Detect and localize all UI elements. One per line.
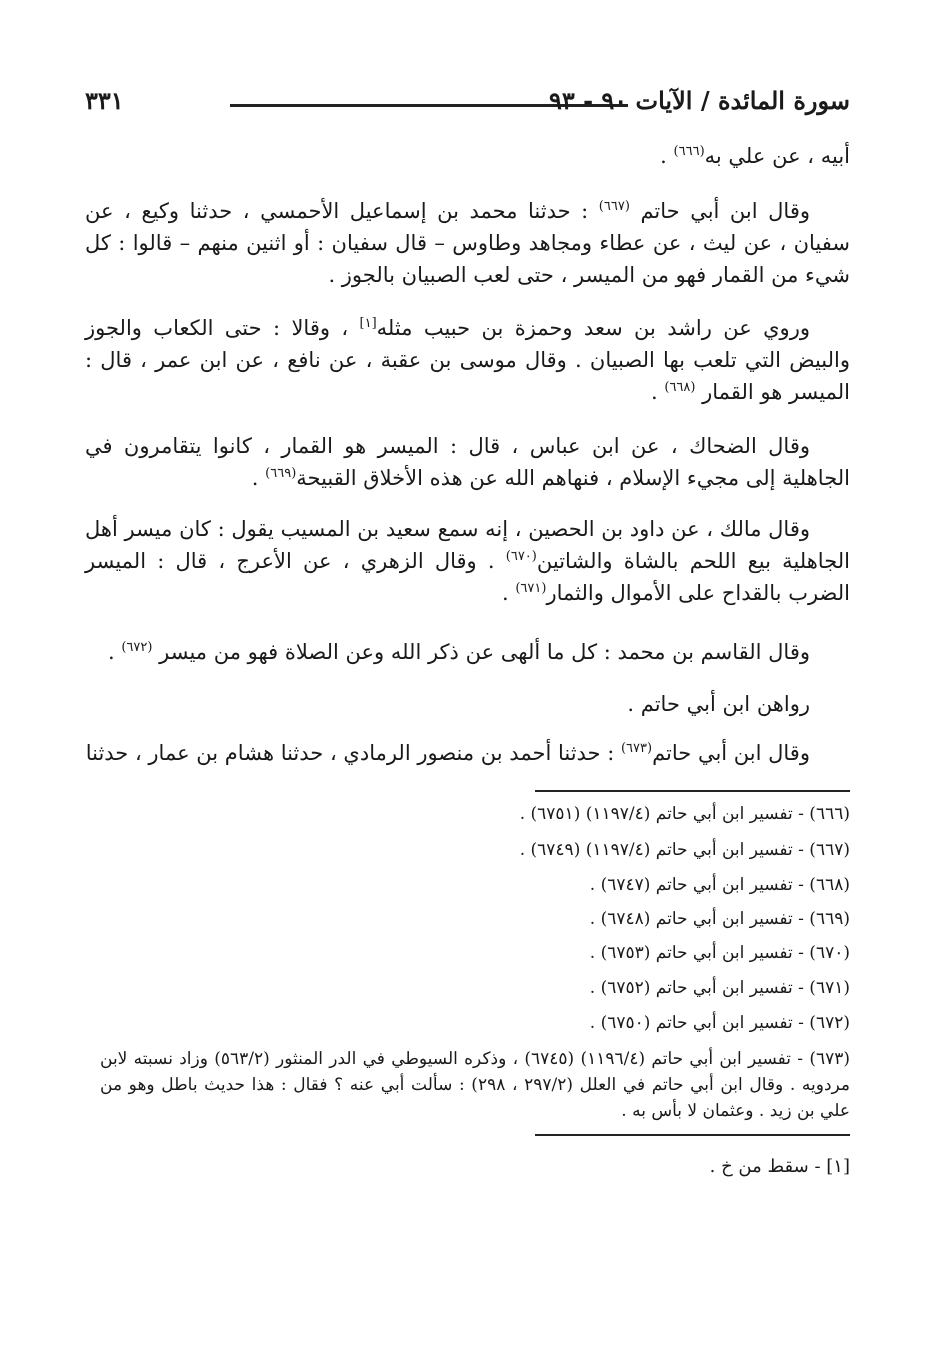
editor-note: [١] - سقط من خ . xyxy=(709,1156,850,1177)
footnote-ref: (٦٦٩) xyxy=(265,466,297,481)
footnote-item: (٦٦٧) - تفسير ابن أبي حاتم (١١٩٧/٤) (٦٧٤٩) . xyxy=(519,840,850,860)
footnote-item: (٦٦٨) - تفسير ابن أبي حاتم (٦٧٤٧) . xyxy=(589,875,850,895)
footnote-ref: (٦٦٨) xyxy=(664,380,696,395)
footnote-separator xyxy=(535,790,850,792)
footnote-separator-2 xyxy=(535,1134,850,1136)
paragraph-2: وقال ابن أبي حاتم $^{(٦٦٧)}$ : حدثنا محمد بن إسماعيل الأحمسي ، حدثنا وكيع ، عن سفيان ، عن ليث ، عن عطاء ومجاهد وطاوس – قال سفيان : أو اثنين منهم – قالوا : كل شيء من القمار فهو من الميسر ، حتى لعب الصبيان بالجوز . xyxy=(85,199,850,287)
paragraph-1: أبيه ، عن علي به$^{(٦٦٦)}$ . xyxy=(660,144,850,168)
paragraph-5: وقال مالك ، عن داود بن الحصين ، إنه سمع سعيد بن المسيب يقول : كان ميسر أهل الجاهلية بيع اللحم بالشاة والشاتين$^{(٦٧٠)}$ . وقال الزهري ، عن الأعرج ، قال : الميسر الضرب بالقداح على الأموال والثمار$^{(٦٧١)}$ . xyxy=(85,517,850,605)
running-title: سورة المائدة / الآيات ٩٠ - ٩٣ xyxy=(548,86,850,115)
page-header xyxy=(85,86,850,120)
page-number: ٣٣١ xyxy=(85,86,124,115)
paragraph-6: وقال القاسم بن محمد : كل ما ألهى عن ذكر الله وعن الصلاة فهو من ميسر $^{(٦٧٢)}$ . xyxy=(107,640,810,664)
footnote-ref: (٦٦٦) xyxy=(673,144,705,159)
paragraph-4: وقال الضحاك ، عن ابن عباس ، قال : الميسر هو القمار ، كانوا يتقامرون في الجاهلية إلى مجيء الإسلام ، فنهاهم الله عن هذه الأخلاق القبيحة$^{(٦٦٩)}$ . xyxy=(85,434,850,490)
footnote-item: (٦٦٦) - تفسير ابن أبي حاتم (١١٩٧/٤) (٦٧٥١) . xyxy=(519,804,850,824)
footnote-ref: [١] xyxy=(359,316,377,331)
footnote-item: (٦٧٢) - تفسير ابن أبي حاتم (٦٧٥٠) . xyxy=(589,1013,850,1033)
footnote-item: (٦٧٠) - تفسير ابن أبي حاتم (٦٧٥٣) . xyxy=(589,943,850,963)
paragraph-8: وقال ابن أبي حاتم$^{(٦٧٣)}$ : حدثنا أحمد بن منصور الرمادي ، حدثنا هشام بن عمار ، حدثنا xyxy=(85,741,810,765)
footnote-item: (٦٦٩) - تفسير ابن أبي حاتم (٦٧٤٨) . xyxy=(589,909,850,929)
footnote-item: (٦٧١) - تفسير ابن أبي حاتم (٦٧٥٢) . xyxy=(589,978,850,998)
footnote-ref: (٦٧٢) xyxy=(121,640,153,655)
footnote-ref: (٦٦٧) xyxy=(598,199,630,214)
footnote-ref: (٦٧٣) xyxy=(620,741,653,756)
footnote-ref: (٦٧١) xyxy=(515,581,547,596)
paragraph-7: رواهن ابن أبي حاتم . xyxy=(627,692,810,716)
footnote-ref: (٦٧٠) xyxy=(505,549,537,564)
footnote-item-long: (٦٧٣) - تفسير ابن أبي حاتم (١١٩٦/٤) (٦٧٤٥) ، وذكره السيوطي في الدر المنثور (٥٦٣/٢) وزاد نسبته لابن مردويه . وقال ابن أبي حاتم في العلل (٢٩٧/٢ ، ٢٩٨) : سألت أبي عنه ؟ فقال : هذا حديث باطل وهو من علي بن زيد . وعثمان لا بأس به . xyxy=(100,1049,851,1121)
paragraph-3: وروي عن راشد بن سعد وحمزة بن حبيب مثله[١] ، وقالا : حتى الكعاب والجوز والبيض التي تلعب بها الصبيان . وقال موسى بن عقبة ، عن نافع ، عن ابن عمر ، قال : الميسر هو القمار $^{(٦٦٨)}$ . xyxy=(85,316,850,404)
